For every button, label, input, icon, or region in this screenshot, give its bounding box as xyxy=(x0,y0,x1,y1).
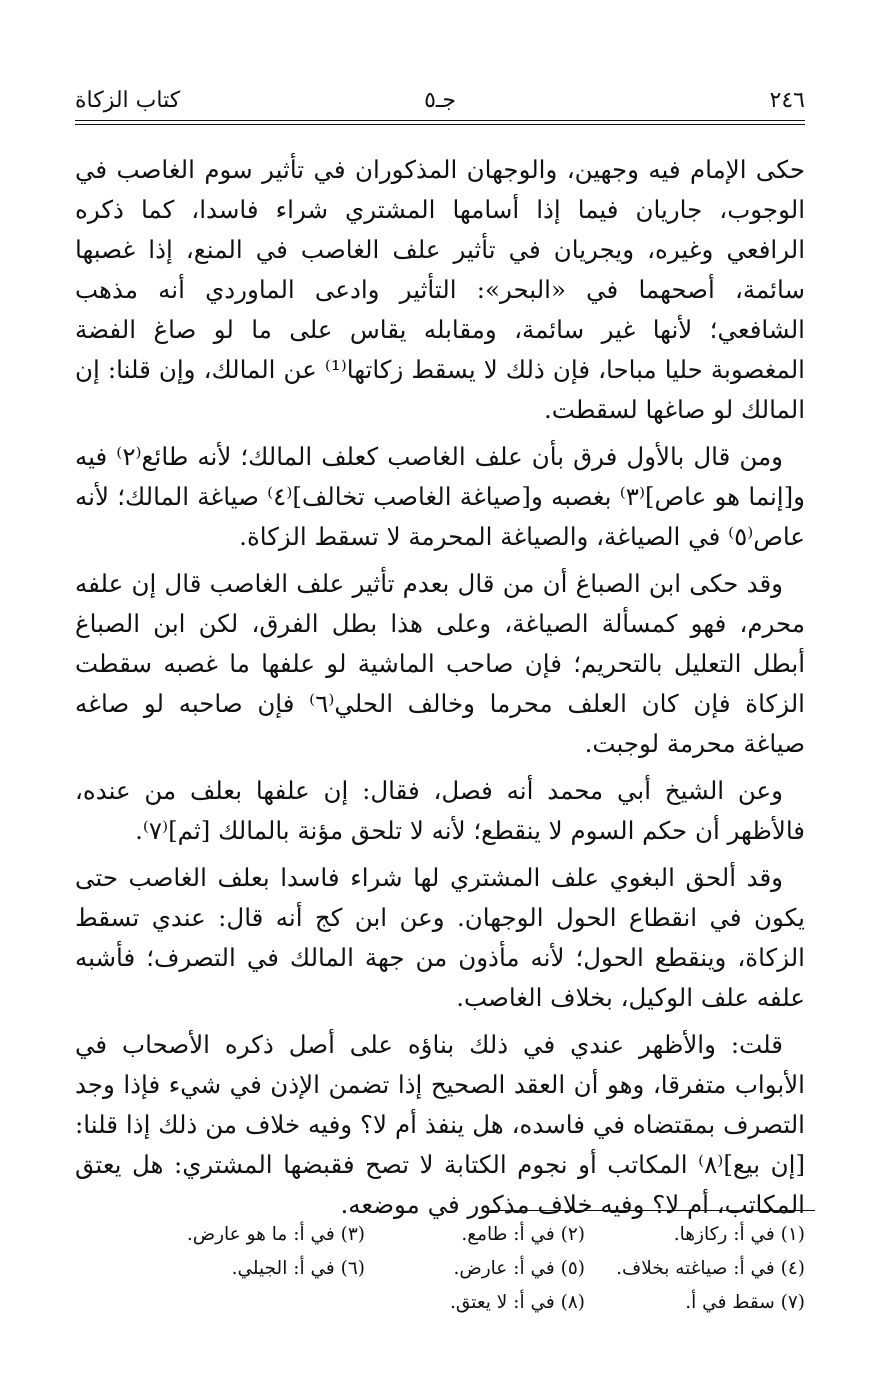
paragraph: وقد ألحق البغوي علف المشتري لها شراء فاسدا بعلف الغاصب حتى يكون في انقطاع الحول الوجهان. وعن ابن كج أنه قال: عندي تسقط الزكاة، وينقطع الحول؛ لأنه مأذون من جهة المالك في التصرف؛ فأشبه علفه علف الوكيل، بخلاف الغاصب. xyxy=(75,863,805,1012)
book-title: كتاب الزكاة xyxy=(75,87,181,113)
footnotes xyxy=(145,1220,805,1318)
footnote-1: (١) في أ: ركازها. xyxy=(673,1224,805,1245)
paragraph: وقد حكى ابن الصباغ أن من قال بعدم تأثير علف الغاصب قال إن علفه محرم، فهو كمسألة الصياغة، وعلى هذا بطل الفرق، لكن ابن الصباغ أبطل التعليل بالتحريم؛ فإن صاحب الماشية لو علفها ما غصبه سقطت الزكاة فإن كان العلف محرما وخالف الحلي⁽٦⁾ فإن صاحبه لو صاغه صياغة محرمة لوجبت. xyxy=(75,569,805,758)
paragraph: وعن الشيخ أبي محمد أنه فصل، فقال: إن علفها بعلف من عنده، فالأظهر أن حكم السوم لا ينقطع؛ لأنه لا تلحق مؤنة بالمالك [ثم]⁽٧⁾. xyxy=(75,776,805,845)
footnote-3: (٣) في أ: ما هو عارض. xyxy=(186,1224,365,1245)
paragraph: ومن قال بالأول فرق بأن علف الغاصب كعلف المالك؛ لأنه طائع⁽٢⁾ فيه و[إنما هو عاص]⁽٣⁾ بغصبه و[صياغة الغاصب تخالف]⁽٤⁾ صياغة المالك؛ لأنه عاص⁽٥⁾ في الصياغة، والصياغة المحرمة لا تسقط الزكاة. xyxy=(75,442,805,551)
footnote-separator xyxy=(490,1210,815,1211)
footnote-7: (٧) سقط في أ. xyxy=(685,1292,805,1313)
footnote-2: (٢) في أ: طامع. xyxy=(461,1224,585,1245)
paragraph: حكى الإمام فيه وجهين، والوجهان المذكوران في تأثير سوم الغاصب في الوجوب، جاريان فيما إذا أسامها المشتري شراء فاسدا، كما ذكره الرافعي وغيره، ويجريان في تأثير علف الغاصب في المنع، إذا غصبها سائمة، أصحهما في «البحر»: التأثير وادعى الماوردي أنه مذهب الشافعي؛ لأنها غير سائمة، ومقابله يقاس على ما لو صاغ الفضة المغصوبة حليا مباحا، فإن ذلك لا يسقط زكاتها⁽¹⁾ عن المالك، وإن قلنا: إن المالك لو صاغها لسقطت. xyxy=(75,155,805,424)
page-header xyxy=(75,82,805,118)
header-rule-bottom xyxy=(75,124,805,125)
volume-label: جـ٥ xyxy=(424,87,456,113)
main-text xyxy=(75,150,805,1232)
footnote-5: (٥) في أ: عارض. xyxy=(453,1258,585,1279)
header-rule-top xyxy=(75,120,805,121)
footnote-4: (٤) في أ: صياغته بخلاف. xyxy=(616,1258,805,1279)
footnote-8: (٨) في أ: لا يعتق. xyxy=(449,1292,585,1313)
footnote-6: (٦) في أ: الجيلي. xyxy=(231,1258,365,1279)
paragraph: قلت: والأظهر عندي في ذلك بناؤه على أصل ذكره الأصحاب في الأبواب متفرقا، وهو أن العقد الصحيح إذا تضمن الإذن في شيء فإذا وجد التصرف بمقتضاه في فاسده، هل ينفذ أم لا؟ وفيه خلاف من ذلك إذا قلنا: [إن بيع]⁽٨⁾ المكاتب أو نجوم الكتابة لا تصح فقبضها المشتري: هل يعتق المكاتب، أم لا؟ وفيه خلاف مذكور في موضعه. xyxy=(75,1030,805,1219)
page-number: ٢٤٦ xyxy=(769,87,805,113)
